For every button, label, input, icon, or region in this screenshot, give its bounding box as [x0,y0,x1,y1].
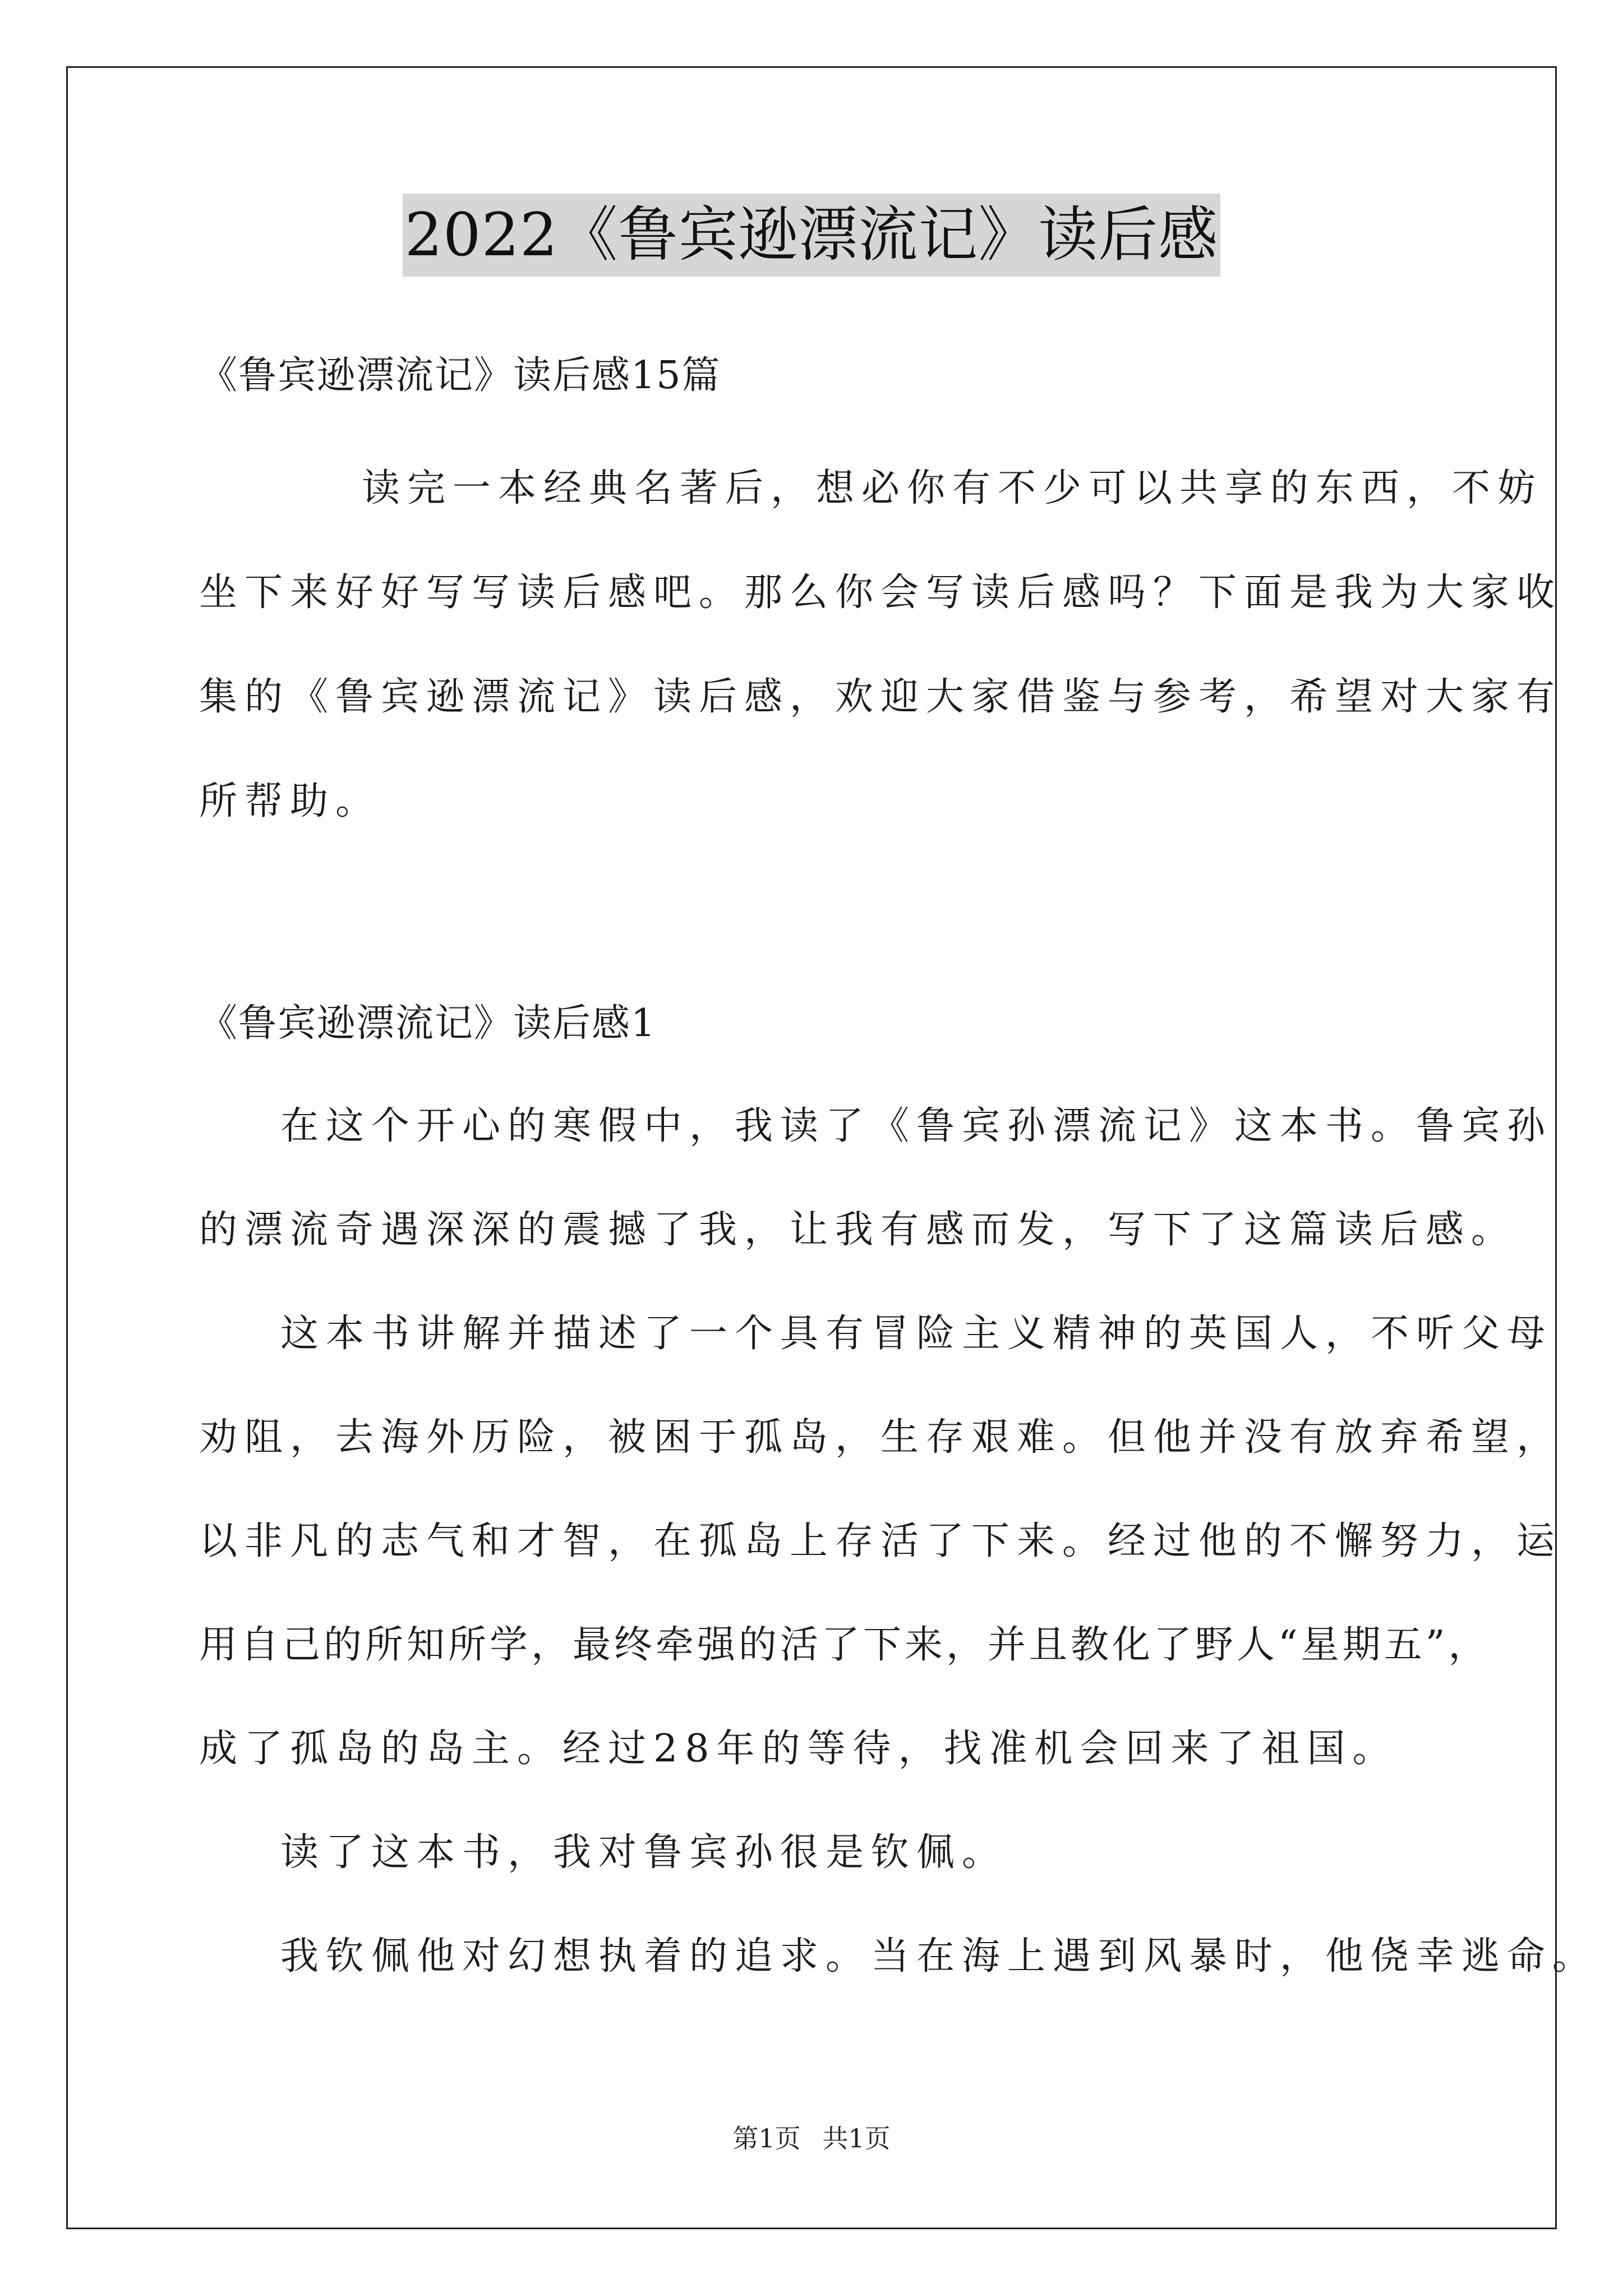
body-line: 在这个开心的寒假中，我读了《鲁宾孙漂流记》这本书。鲁宾孙 [280,1104,1553,1148]
body-line: 以非凡的志气和才智，在孤岛上存活了下来。经过他的不懈努力，运 [199,1519,1562,1563]
body-line: 成了孤岛的岛主。经过28年的等待，找准机会回来了祖国。 [199,1727,1398,1771]
section-heading: 《鲁宾逊漂流记》读后感1 [199,1001,657,1046]
body-line: 我钦佩他对幻想执着的追求。当在海上遇到风暴时，他侥幸逃命。 [280,1934,1598,1978]
intro-line: 读完一本经典名著后，想必你有不少可以共享的东西，不妨 [362,466,1543,510]
body-line: 用自己的所知所学，最终牵强的活了下来，并且教化了野人“星期五”， [199,1623,1490,1667]
body-line: 劝阻，去海外历险，被困于孤岛，生存艰难。但他并没有放弃希望， [199,1415,1562,1460]
body-line: 读了这本书，我对鲁宾孙很是钦佩。 [280,1830,1008,1875]
document-subtitle: 《鲁宾逊漂流记》读后感15篇 [199,353,721,398]
intro-line: 坐下来好好写写读后感吧。那么你会写读后感吗？下面是我为大家收 [199,570,1562,615]
body-line: 的漂流奇遇深深的震撼了我，让我有感而发，写下了这篇读后感。 [199,1208,1517,1252]
intro-line: 集的《鲁宾逊漂流记》读后感，欢迎大家借鉴与参考，希望对大家有 [199,675,1562,719]
title-container [0,194,1623,277]
page-number: 第1页 [732,2123,801,2154]
body-line: 这本书讲解并描述了一个具有冒险主义精神的英国人，不听父母 [280,1312,1553,1356]
page-footer [0,2122,1623,2155]
document-title: 2022《鲁宾逊漂流记》读后感 [403,194,1221,277]
intro-line: 所帮助。 [199,779,381,823]
page-total: 共1页 [822,2123,891,2154]
